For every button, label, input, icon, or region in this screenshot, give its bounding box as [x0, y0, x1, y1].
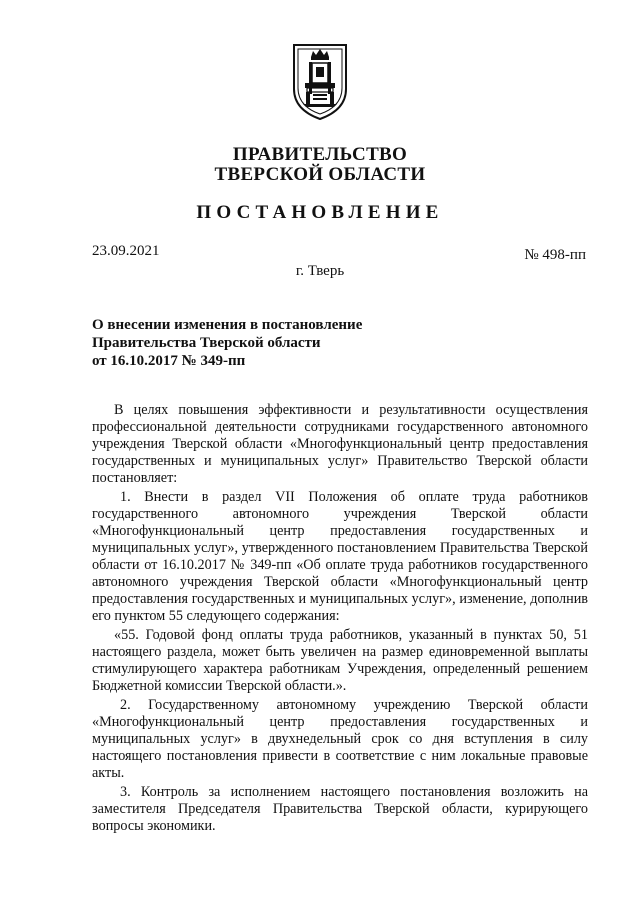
item-3-paragraph: 3. Контроль за исполнением настоящего постановления возложить на заместителя Председателя Правительства Тверской области, курирующего вопросы экономики. [92, 784, 588, 834]
document-type-title: ПОСТАНОВЛЕНИЕ [196, 202, 444, 223]
item-1-paragraph: 1. Внести в раздел VII Положения об оплате труда работников государственного автономного учреждения Тверской области «Многофункциональный центр предоставления государственных и муниципальных услуг», утвержденного постановлением Правительства Тверской области от 16.10.2017 № 349-пп «Об оплате труда работников государственного автономного учреждения Тверской области «Многофункциональный центр предоставления государственных и муниципальных услуг», изменение, дополнив его пунктом 55 следующего содержания: [92, 489, 588, 624]
subject-line3: от 16.10.2017 № 349-пп [92, 353, 246, 369]
item-2-paragraph: 2. Государственному автономному учреждению Тверской области «Многофункциональный центр предоставления государственных и муниципальных услуг» в двухнедельный срок со дня вступления в силу настоящего постановления привести в соответствие с ним локальные правовые акты. [92, 697, 588, 781]
quoted-point-55: «55. Годовой фонд оплаты труда работников, указанный в пунктах 50, 51 настоящего раздела, может быть увеличен на размер единовременной выплаты стимулирующего характера работникам Учреждения, определенный решением Бюджетной комиссии Тверской области.». [92, 627, 588, 694]
document-subject [92, 316, 362, 370]
document-city: г. Тверь [295, 263, 345, 279]
organization-name-line2: ТВЕРСКОЙ ОБЛАСТИ [214, 164, 426, 185]
document-date: 23.09.2021 [92, 243, 160, 259]
document-body [92, 402, 588, 837]
organization-name-line1: ПРАВИТЕЛЬСТВО [232, 144, 408, 165]
subject-line1: О внесении изменения в постановление [92, 317, 363, 333]
subject-line2: Правительства Тверской области [92, 335, 321, 351]
coat-of-arms-icon [291, 43, 349, 121]
preamble-paragraph: В целях повышения эффективности и результативности осуществления профессиональной деятельности сотрудниками государственного автономного учреждения Тверской области «Многофункциональный центр предоставления государственных и муниципальных услуг» Правительство Тверской области постановляет: [92, 402, 588, 486]
document-number: № 498-пп [524, 247, 586, 263]
